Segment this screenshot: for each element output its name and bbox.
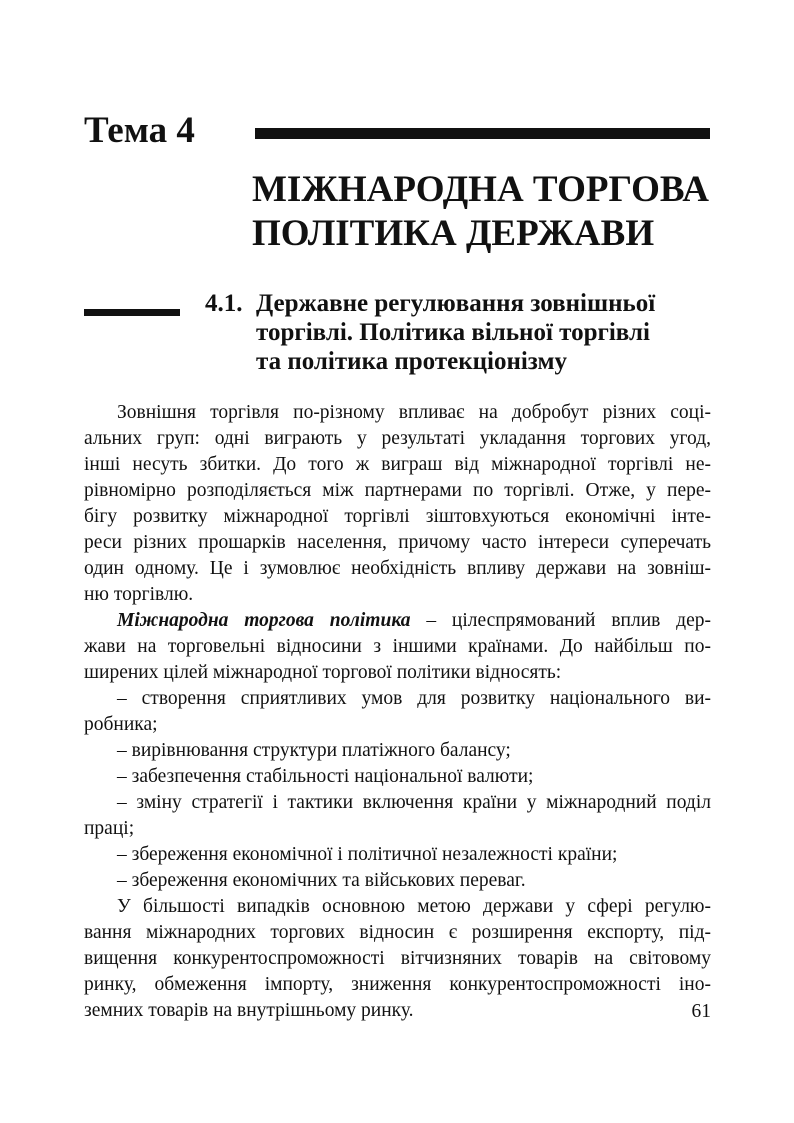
section-number: 4.1. (205, 290, 243, 317)
text-line: рівномірно розподіляється між партнерами по торгівлі. Отже, у пере- (84, 480, 711, 501)
text-line: У більшості випадків основною метою держави у сфері регулю- (117, 896, 711, 917)
section-title-line: та політика протекціонізму (256, 348, 568, 375)
definition-text: – цілеспрямований вплив дер- (410, 610, 712, 631)
text-line: вання міжнародних торгових відносин є розширення експорту, під- (84, 922, 711, 943)
paragraph (84, 608, 711, 686)
text-line: земних товарів на внутрішньому ринку. (84, 1000, 414, 1021)
body-text (84, 400, 711, 1024)
chapter-title (252, 168, 709, 256)
text-line: ринку, обмеження імпорту, зниження конкурентоспроможності іно- (84, 974, 711, 995)
paragraph (84, 400, 711, 608)
text-line: вищення конкурентоспроможності вітчизняних товарів на світовому (84, 948, 711, 969)
page-number: 61 (691, 1001, 711, 1022)
list-item: – створення сприятливих умов для розвитку національного ви- (117, 688, 711, 709)
text-line: реси різних прошарків населення, причому часто інтереси суперечать (84, 532, 711, 553)
defined-term: Міжнародна торгова політика (117, 610, 411, 631)
text-line: бігу розвитку міжнародної торгівлі зіштовхуються економічні інте- (84, 506, 711, 527)
text-line: ширених цілей міжнародної торгової політики відносять: (84, 662, 562, 683)
text-line: ню торгівлю. (84, 584, 194, 605)
list-item: – зміну стратегії і тактики включення країни у міжнародний поділ (117, 792, 711, 813)
list-item-continuation: робника; (84, 714, 158, 735)
section-title-line: Державне регулювання зовнішньої (256, 290, 656, 317)
text-line: інші несуть збитки. До того ж виграш від міжнародної торгівлі не- (84, 454, 711, 475)
text-line: альних груп: одні виграють у результаті укладання торгових угод, (84, 428, 711, 449)
list-item-continuation: праці; (84, 818, 135, 839)
text-line: жави на торговельні відносини з іншими країнами. До найбільш по- (84, 636, 711, 657)
topic-label: Тема 4 (84, 110, 195, 151)
list-item: – збереження економічної і політичної незалежності країни; (117, 844, 618, 865)
chapter-title-line: МІЖНАРОДНА ТОРГОВА (252, 169, 709, 210)
list-item: – збереження економічних та військових переваг. (117, 870, 526, 891)
section-title-line: торгівлі. Політика вільної торгівлі (256, 319, 650, 346)
section-title (256, 289, 655, 376)
text-line: Зовнішня торгівля по-різному впливає на добробут різних соці- (117, 402, 711, 423)
list-item: – забезпечення стабільності національної валюти; (117, 766, 534, 787)
topic-rule (255, 128, 710, 139)
chapter-title-line: ПОЛІТИКА ДЕРЖАВИ (252, 213, 655, 254)
goals-list (84, 686, 711, 894)
text-line (84, 608, 711, 634)
list-item: – вирівнювання структури платіжного балансу; (117, 740, 511, 761)
text-line: один одному. Це і зумовлює необхідність впливу держави на зовніш- (84, 558, 711, 579)
paragraph (84, 894, 711, 1024)
section-rule (84, 309, 180, 316)
